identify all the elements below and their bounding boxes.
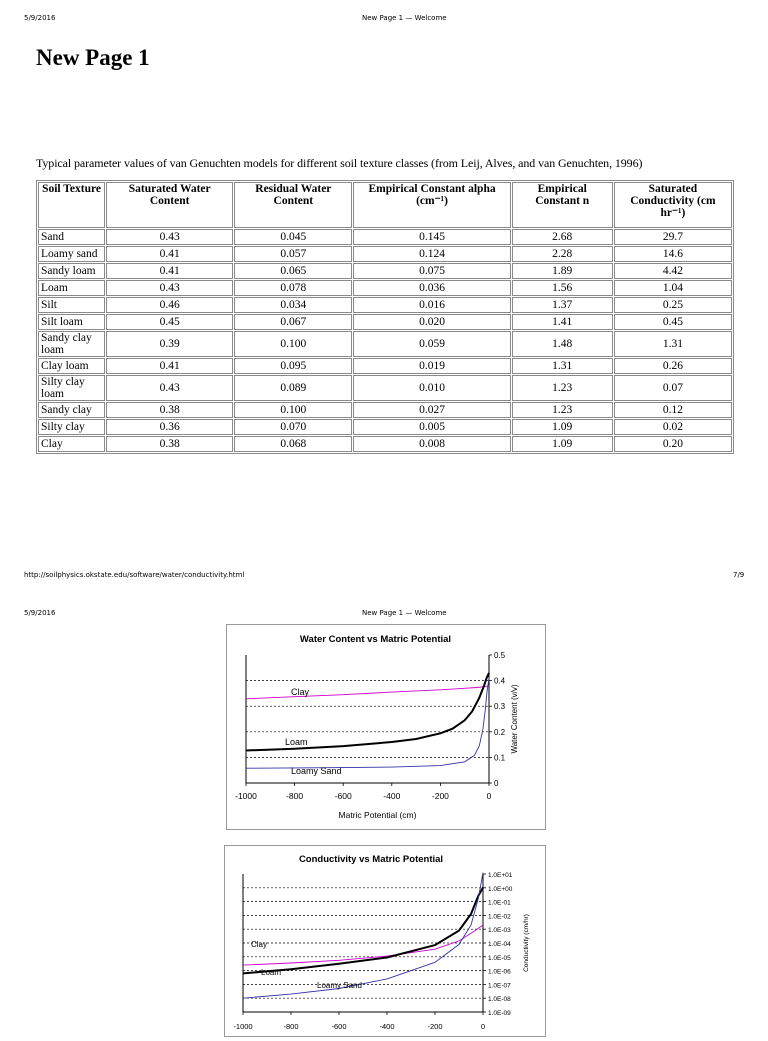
table-row [38, 402, 732, 418]
x-tick-label: 0 [480, 1022, 486, 1031]
y-tick-label: 0 [494, 779, 499, 788]
cell-alpha: 0.005 [353, 419, 510, 435]
table-row [38, 314, 732, 330]
cell-residual-water-content: 0.070 [234, 419, 352, 435]
page-footer-number: 7/9 [733, 571, 745, 579]
conductivity-chart [225, 846, 545, 1036]
cell-soil-texture: Sandy clay [38, 402, 105, 418]
page-header-date: 5/9/2016 [24, 14, 56, 22]
cell-n: 1.31 [512, 358, 613, 374]
table-row [38, 419, 732, 435]
cell-n: 1.23 [512, 375, 613, 401]
cell-n: 2.28 [512, 246, 613, 262]
cell-n: 1.89 [512, 263, 613, 279]
cell-saturated-water-content: 0.45 [106, 314, 233, 330]
cell-residual-water-content: 0.034 [234, 297, 352, 313]
table-row [38, 229, 732, 245]
header-saturated-water-content: Saturated Water Content [106, 182, 233, 228]
cell-alpha: 0.059 [353, 331, 510, 357]
table-caption: Typical parameter values of van Genuchten models for different soil texture classes (from Leij, Alves, and van Genuchten, 1996) [36, 156, 643, 170]
series-label: Loam [285, 737, 308, 747]
cell-alpha: 0.145 [353, 229, 510, 245]
y-axis-label: Conductivity (cm/hr) [523, 914, 530, 972]
cell-saturated-water-content: 0.36 [106, 419, 233, 435]
cell-residual-water-content: 0.095 [234, 358, 352, 374]
cell-saturated-water-content: 0.46 [106, 297, 233, 313]
y-tick-label: 1.0E+00 [488, 885, 513, 893]
cell-residual-water-content: 0.078 [234, 280, 352, 296]
cell-saturated-water-content: 0.38 [106, 402, 233, 418]
y-tick-label: 1.0E-03 [488, 927, 511, 935]
cell-alpha: 0.016 [353, 297, 510, 313]
cell-soil-texture: Silt loam [38, 314, 105, 330]
series-line-loam [243, 888, 483, 974]
soil-parameter-table [36, 180, 734, 454]
cell-saturated-conductivity: 29.7 [614, 229, 732, 245]
cell-saturated-conductivity: 0.20 [614, 436, 732, 452]
table-row [38, 436, 732, 452]
table-row [38, 280, 732, 296]
y-tick-label: 1.0E+01 [488, 872, 513, 879]
x-tick-label: -600 [334, 791, 352, 801]
cell-soil-texture: Clay loam [38, 358, 105, 374]
cell-alpha: 0.124 [353, 246, 510, 262]
cell-n: 1.48 [512, 331, 613, 357]
x-tick-label: -1000 [233, 1022, 253, 1031]
cell-n: 1.56 [512, 280, 613, 296]
cell-alpha: 0.036 [353, 280, 510, 296]
cell-soil-texture: Silty clay loam [38, 375, 105, 401]
x-tick-label: -1000 [235, 791, 257, 801]
x-axis-label: Matric Potential (cm) [338, 810, 417, 820]
cell-saturated-water-content: 0.43 [106, 280, 233, 296]
cell-saturated-conductivity: 0.45 [614, 314, 732, 330]
header-soil-texture: Soil Texture [38, 182, 105, 228]
cell-saturated-conductivity: 0.02 [614, 419, 732, 435]
x-tick-label: -800 [283, 1022, 299, 1031]
cell-n: 1.09 [512, 419, 613, 435]
cell-soil-texture: Loam [38, 280, 105, 296]
table-row [38, 358, 732, 374]
cell-alpha: 0.027 [353, 402, 510, 418]
cell-saturated-conductivity: 14.6 [614, 246, 732, 262]
cell-residual-water-content: 0.100 [234, 331, 352, 357]
cell-residual-water-content: 0.045 [234, 229, 352, 245]
page-title: New Page 1 [36, 45, 150, 70]
y-tick-label: 1.0E-02 [488, 913, 511, 921]
y-tick-label: 1.0E-07 [488, 982, 511, 990]
cell-saturated-water-content: 0.41 [106, 246, 233, 262]
page2-header-title: New Page 1 — Welcome [362, 609, 447, 617]
table-row [38, 375, 732, 401]
header-empirical-constant-alpha: Empirical Constant alpha (cm⁻¹) [353, 182, 510, 228]
cell-saturated-water-content: 0.39 [106, 331, 233, 357]
cell-n: 1.09 [512, 436, 613, 452]
cell-residual-water-content: 0.068 [234, 436, 352, 452]
cell-alpha: 0.010 [353, 375, 510, 401]
y-tick-label: 1.0E-05 [488, 954, 511, 962]
cell-saturated-conductivity: 0.25 [614, 297, 732, 313]
cell-saturated-water-content: 0.41 [106, 263, 233, 279]
cell-alpha: 0.075 [353, 263, 510, 279]
cell-saturated-water-content: 0.43 [106, 229, 233, 245]
cell-saturated-conductivity: 4.42 [614, 263, 732, 279]
header-empirical-constant-n: Empirical Constant n [512, 182, 613, 228]
water-content-chart [227, 625, 545, 829]
cell-residual-water-content: 0.057 [234, 246, 352, 262]
x-tick-label: -800 [286, 791, 304, 801]
y-tick-label: 1.0E-08 [488, 996, 511, 1004]
cell-soil-texture: Clay [38, 436, 105, 452]
page2-header-date: 5/9/2016 [24, 609, 56, 617]
conductivity-chart-frame [224, 845, 546, 1037]
cell-n: 1.41 [512, 314, 613, 330]
cell-alpha: 0.008 [353, 436, 510, 452]
series-line-loamy-sand [246, 678, 489, 768]
series-line-loamy-sand [243, 873, 483, 999]
y-tick-label: 0.5 [494, 651, 506, 660]
cell-soil-texture: Sand [38, 229, 105, 245]
x-tick-label: -400 [379, 1022, 395, 1031]
y-tick-label: 1.0E-04 [488, 941, 511, 948]
cell-n: 2.68 [512, 229, 613, 245]
table-row [38, 297, 732, 313]
x-tick-label: -200 [427, 1022, 443, 1031]
y-axis-label: Water Content (v/v) [510, 684, 519, 754]
chart-title: Conductivity vs Matric Potential [298, 854, 444, 865]
series-label: Clay [291, 687, 310, 697]
y-tick-label: 0.3 [494, 702, 506, 712]
cell-soil-texture: Loamy sand [38, 246, 105, 262]
cell-saturated-conductivity: 0.07 [614, 375, 732, 401]
cell-soil-texture: Silty clay [38, 419, 105, 435]
series-line-clay [243, 925, 483, 965]
cell-alpha: 0.019 [353, 358, 510, 374]
series-label: Clay [251, 940, 268, 949]
y-tick-label: 0.4 [494, 676, 506, 686]
page-header-title: New Page 1 — Welcome [362, 14, 447, 22]
cell-saturated-water-content: 0.43 [106, 375, 233, 401]
cell-soil-texture: Sandy clay loam [38, 331, 105, 357]
cell-residual-water-content: 0.089 [234, 375, 352, 401]
y-tick-label: 1.0E-06 [488, 968, 511, 976]
series-line-clay [246, 686, 489, 699]
x-tick-label: -200 [431, 791, 449, 801]
x-tick-label: -600 [331, 1022, 347, 1031]
cell-saturated-conductivity: 0.12 [614, 402, 732, 418]
cell-residual-water-content: 0.100 [234, 402, 352, 418]
y-tick-label: 1.0E-09 [488, 1010, 511, 1017]
cell-soil-texture: Sandy loam [38, 263, 105, 279]
x-tick-label: 0 [486, 791, 492, 801]
cell-saturated-water-content: 0.38 [106, 436, 233, 452]
cell-saturated-conductivity: 1.31 [614, 331, 732, 357]
table-row [38, 246, 732, 262]
cell-alpha: 0.020 [353, 314, 510, 330]
table-header-row [38, 182, 732, 228]
series-label: Loamy Sand [317, 981, 362, 990]
cell-residual-water-content: 0.065 [234, 263, 352, 279]
table-row [38, 263, 732, 279]
series-label: Loamy Sand [291, 766, 342, 776]
header-residual-water-content: Residual Water Content [234, 182, 352, 228]
page-footer-url[interactable]: http://soilphysics.okstate.edu/software/water/conductivity.html [24, 571, 245, 579]
series-label: Loam [261, 968, 282, 977]
cell-saturated-conductivity: 0.26 [614, 358, 732, 374]
series-line-loam [246, 673, 489, 751]
cell-soil-texture: Silt [38, 297, 105, 313]
y-tick-label: 0.2 [494, 727, 506, 737]
y-tick-label: 0.1 [494, 753, 506, 763]
cell-saturated-water-content: 0.41 [106, 358, 233, 374]
water-content-chart-frame [226, 624, 546, 830]
table-row [38, 331, 732, 357]
x-tick-label: -400 [383, 791, 401, 801]
cell-n: 1.37 [512, 297, 613, 313]
cell-residual-water-content: 0.067 [234, 314, 352, 330]
header-saturated-conductivity: Saturated Conductivity (cm hr⁻¹) [614, 182, 732, 228]
cell-n: 1.23 [512, 402, 613, 418]
cell-saturated-conductivity: 1.04 [614, 280, 732, 296]
chart-title: Water Content vs Matric Potential [299, 634, 452, 645]
y-tick-label: 1.0E-01 [488, 899, 511, 907]
